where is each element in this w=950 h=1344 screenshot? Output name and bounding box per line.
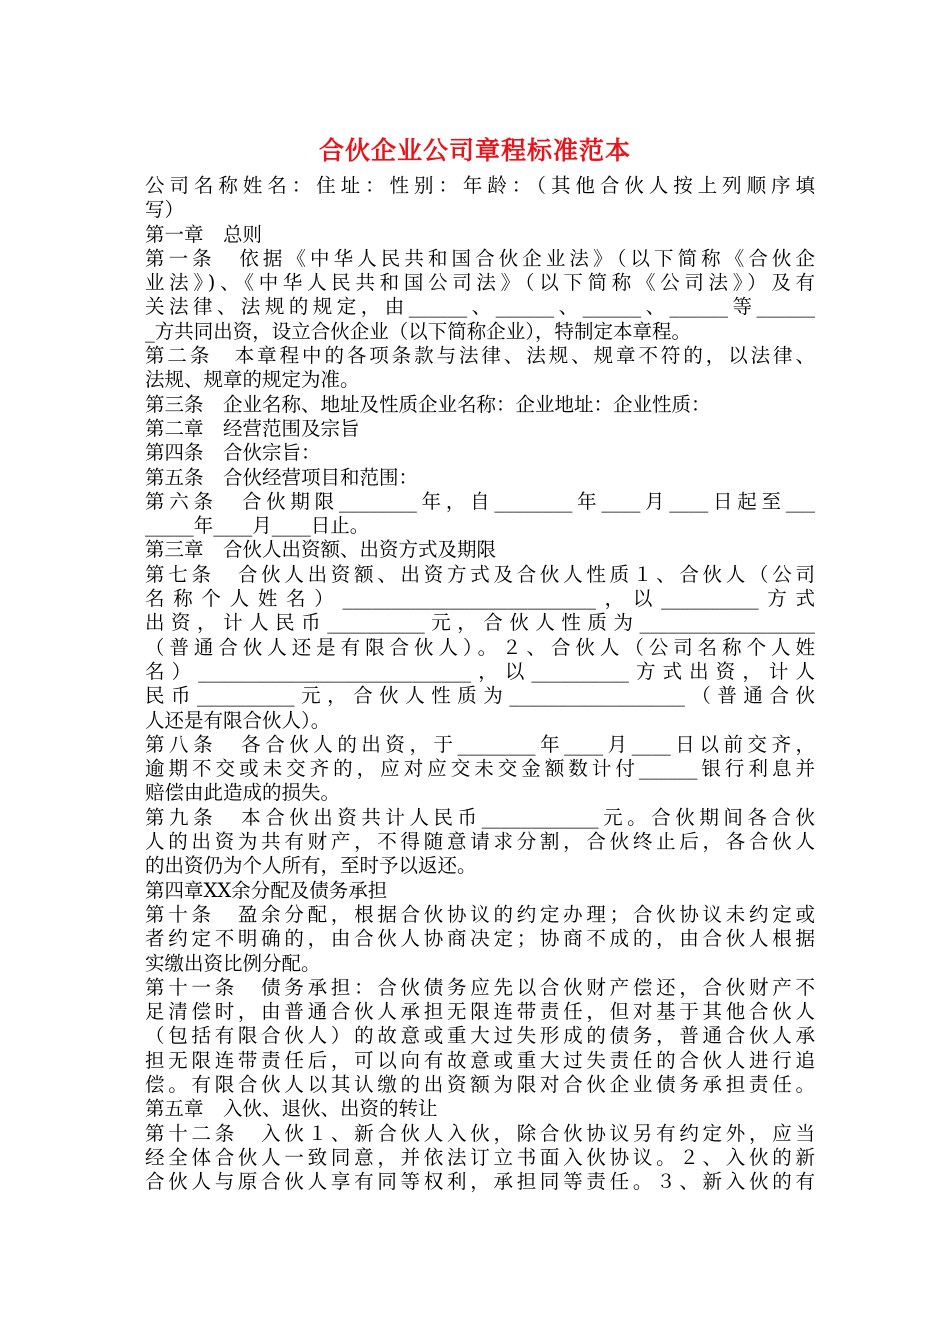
- body-line: 人的出资为共有财产，不得随意请求分割，合伙终止后，各合伙人: [145, 830, 815, 854]
- body-line: 第一条 依据《中华人民共和国合伙企业法》（以下简称《合伙企: [145, 246, 815, 270]
- body-line: 第十条 盈余分配，根据合伙协议的约定办理；合伙协议未约定或: [145, 902, 815, 926]
- body-line: 者约定不明确的，由合伙人协商决定；协商不成的，由合伙人根据: [145, 927, 815, 951]
- body-line: 赔偿由此造成的损失。: [145, 781, 341, 805]
- body-line: 第二条 本章程中的各项条款与法律、法规、规章不符的，以法律、: [145, 344, 815, 368]
- body-line: 第九条 本合伙出资共计人民币____________元。合伙期间各合伙: [145, 805, 815, 829]
- document-title: 合伙企业公司章程标准范本: [318, 136, 631, 165]
- body-line: 第六条 合伙期限________年，自________年____月____日起至___: [145, 489, 815, 513]
- document-page: [145, 136, 815, 1194]
- body-line: 第四条 合伙宗旨：: [145, 441, 321, 465]
- body-line: _____年____月____日止。: [145, 514, 370, 538]
- body-line: 实缴出资比例分配。: [145, 951, 321, 975]
- body-line: 合伙人与原合伙人享有同等权利，承担同等责任。３、新入伙的有: [145, 1170, 815, 1194]
- body-line: _方共同出资，设立合伙企业（以下简称企业），特制定本章程。: [145, 319, 692, 343]
- chapter-heading: 第四章XX余分配及债务承担: [145, 878, 388, 902]
- body-line: 经全体合伙人一致同意，并依法订立书面入伙协议。２、入伙的新: [145, 1145, 815, 1169]
- body-line: 担无限连带责任后，可以向有故意或重大过失责任的合伙人进行追: [145, 1048, 815, 1072]
- body-line: 逾期不交或未交齐的，应对应交未交金额数计付______银行利息并: [145, 757, 815, 781]
- body-line: 业法》)、《中华人民共和国公司法》（以下简称《公司法》）及有: [145, 271, 815, 295]
- body-line: 第八条 各合伙人的出资，于________年____月____日以前交齐，: [145, 732, 815, 756]
- chapter-heading: 第二章 经营范围及宗旨: [145, 416, 360, 440]
- body-line: 写）: [145, 198, 185, 222]
- body-line: 第十一条 债务承担：合伙债务应先以合伙财产偿还，合伙财产不: [145, 975, 815, 999]
- document-body: [145, 174, 815, 1194]
- body-line: （普通合伙人还是有限合伙人）。２、合伙人（公司名称个人姓: [145, 635, 815, 659]
- body-line: 第五条 合伙经营项目和范围：: [145, 465, 419, 489]
- body-line: 关法律、法规的规定，由______、______、______、______等______: [145, 295, 815, 319]
- chapter-heading: 第三章 合伙人出资额、出资方式及期限: [145, 538, 497, 562]
- body-line: （包括有限合伙人）的故意或重大过失形成的债务，普通合伙人承: [145, 1024, 815, 1048]
- body-line: 的出资仍为个人所有，至时予以返还。: [145, 854, 477, 878]
- body-line: 第三条 企业名称、地址及性质企业名称：企业地址：企业性质：: [145, 392, 711, 416]
- body-line: 名称个人姓名）__________________________，以__________方式: [145, 587, 815, 611]
- body-line: 偿。有限合伙人以其认缴的出资额为限对合伙企业债务承担责任。: [145, 1072, 815, 1096]
- body-line: 出资，计人民币__________元，合伙人性质为__________________: [145, 611, 815, 635]
- body-line: 法规、规章的规定为准。: [145, 368, 360, 392]
- body-line: 第十二条 入伙１、新合伙人入伙，除合伙协议另有约定外，应当: [145, 1121, 815, 1145]
- chapter-heading: 第一章 总则: [145, 222, 263, 246]
- body-line: 名）____________________________，以__________方式出资，计人: [145, 659, 815, 683]
- body-line: 公司名称姓名：住址：性别：年龄：（其他合伙人按上列顺序填: [145, 174, 815, 197]
- body-line: 民币__________元，合伙人性质为__________________（普通合伙: [145, 684, 815, 708]
- chapter-heading: 第五章 入伙、退伙、出资的转让: [145, 1097, 438, 1121]
- body-line: 人还是有限合伙人）。: [145, 708, 331, 732]
- body-line: 第七条 合伙人出资额、出资方式及合伙人性质１、合伙人（公司: [145, 562, 815, 586]
- body-line: 足清偿时，由普通合伙人承担无限连带责任，但对基于其他合伙人: [145, 1000, 815, 1024]
